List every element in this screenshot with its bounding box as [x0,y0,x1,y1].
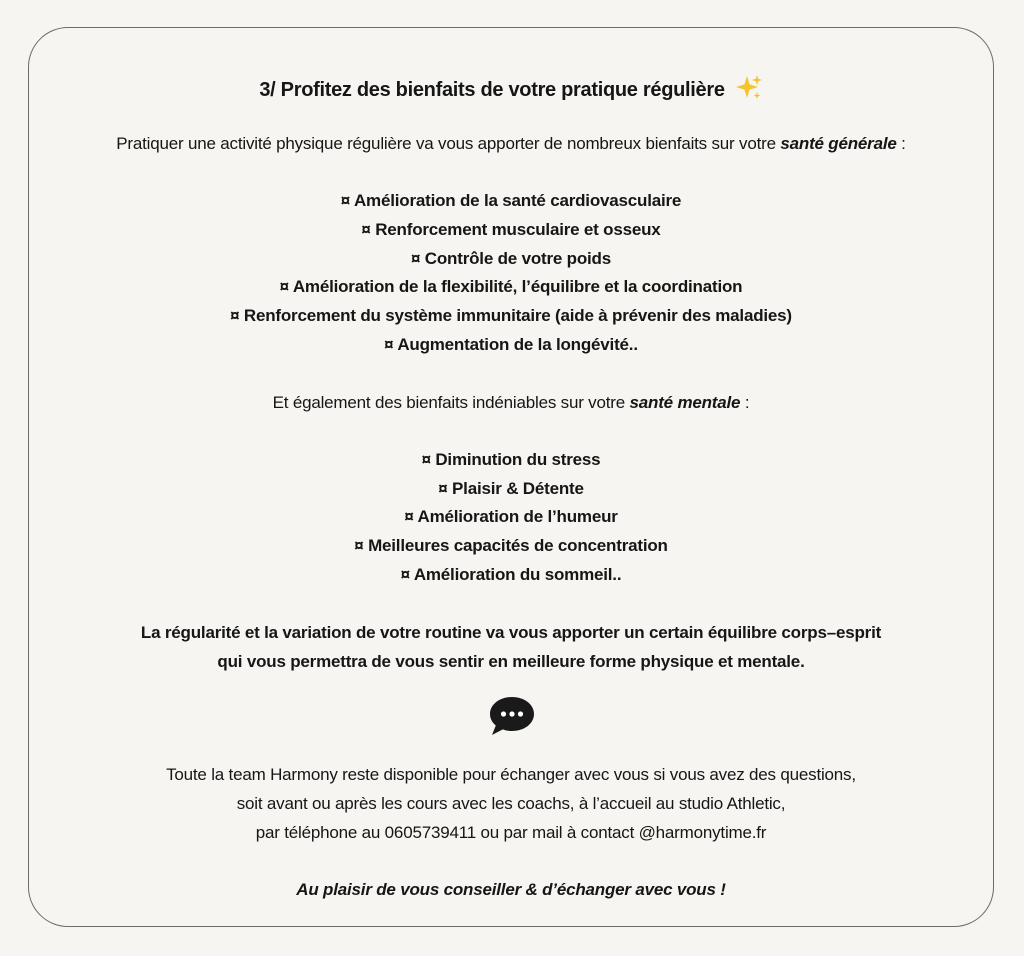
conclusion-line: qui vous permettra de vous sentir en meilleure forme physique et mentale. [217,652,805,671]
mental-benefit-item: ¤ Amélioration du sommeil.. [400,565,622,584]
bullet-marker: ¤ [438,479,448,498]
general-health-intro: Pratiquer une activité physique régulière va vous apporter de nombreux bienfaits sur votre santé générale : [116,134,906,153]
bullet-marker: ¤ [230,306,240,325]
bullet-marker: ¤ [384,335,394,354]
general-benefit-item: ¤ Renforcement musculaire et osseux [361,220,661,239]
general-health-emphasis: santé générale [780,134,897,153]
closing-message: Au plaisir de vous conseiller & d’échanger avec vous ! [296,880,726,899]
general-benefit-item: ¤ Amélioration de la flexibilité, l’équilibre et la coordination [279,277,743,296]
speech-bubble-icon [488,694,536,738]
bullet-marker: ¤ [340,191,351,210]
sparkles-icon [735,74,763,107]
bullet-marker: ¤ [354,536,364,555]
mental-health-emphasis: santé mentale [629,393,741,412]
contact-line: par téléphone au 0605739411 ou par mail à contact @harmonytime.fr [255,823,767,842]
general-benefit-item: ¤ Renforcement du système immunitaire (aide à prévenir des maladies) [230,306,792,325]
general-benefit-item: ¤ Contrôle de votre poids [411,249,611,268]
contact-line: soit avant ou après les cours avec les coachs, à l’accueil au studio Athletic, [236,794,786,813]
mental-benefit-item: ¤ Amélioration de l’humeur [404,507,618,526]
bullet-marker: ¤ [400,565,410,584]
conclusion-line: La régularité et la variation de votre routine va vous apporter un certain équilibre corps–esprit [140,623,882,642]
contact-line: Toute la team Harmony reste disponible pour échanger avec vous si vous avez des questions, [166,765,856,784]
content-card [28,27,994,927]
mental-benefit-item: ¤ Plaisir & Détente [438,479,584,498]
mental-benefit-item: ¤ Diminution du stress [421,450,601,469]
bullet-marker: ¤ [421,450,431,469]
mental-health-intro: Et également des bienfaits indéniables sur votre santé mentale : [272,393,750,412]
general-benefit-item: ¤ Augmentation de la longévité.. [384,335,638,354]
section-title-text: 3/ Profitez des bienfaits de votre pratique régulière [259,78,725,101]
mental-benefit-item: ¤ Meilleures capacités de concentration [354,536,668,555]
bullet-marker: ¤ [411,249,421,268]
bullet-marker: ¤ [361,220,371,239]
general-benefit-item: ¤ Amélioration de la santé cardiovasculaire [340,191,682,210]
bullet-marker: ¤ [279,277,289,296]
bullet-marker: ¤ [404,507,414,526]
section-title [29,74,993,107]
